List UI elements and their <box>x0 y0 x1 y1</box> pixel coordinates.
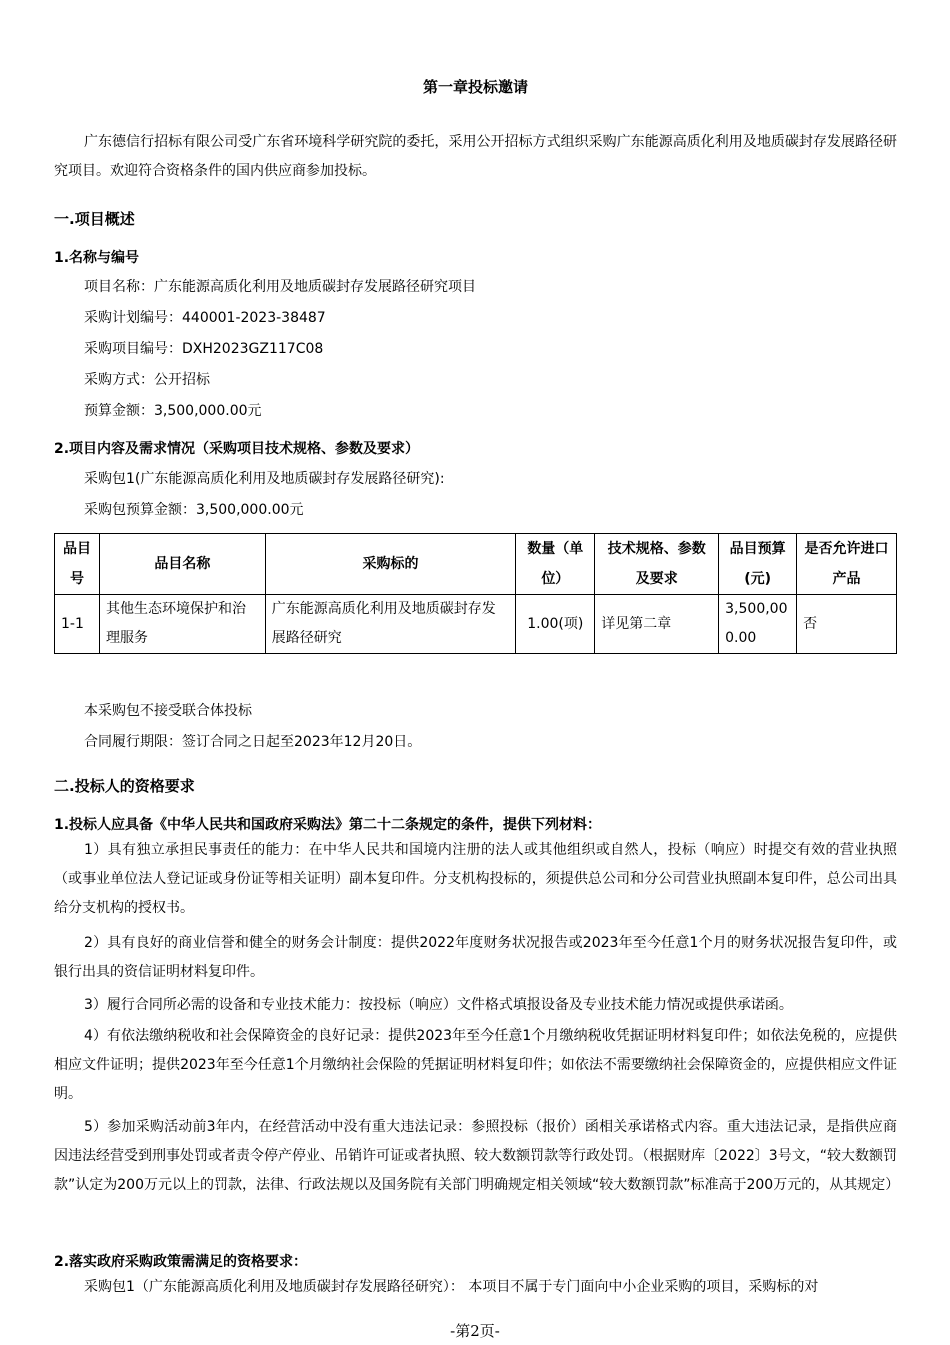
project-number: 采购项目编号：DXH2023GZ117C08 <box>84 341 324 357</box>
header-import: 是否允许进口产品 <box>797 534 897 595</box>
package-budget: 采购包预算金额：3,500,000.00元 <box>84 502 304 518</box>
intro-paragraph: 广东德信行招标有限公司受广东省环境科学研究院的委托，采用公开招标方式组织采购广东能源高质化利用及地质碳封存发展路径研究项目。欢迎符合资格条件的国内供应商参加投标。 <box>54 134 897 179</box>
consortium-note: 本采购包不接受联合体投标 <box>84 703 252 719</box>
policy-requirement-text: 采购包1（广东能源高质化利用及地质碳封存发展路径研究）： 本项目不属于专门面向中小企业采购的项目，采购标的对 <box>84 1279 819 1295</box>
section2-heading: 二.投标人的资格要求 <box>54 777 195 795</box>
header-quantity: 数量（单位） <box>516 534 595 595</box>
table-header-row <box>55 534 897 595</box>
plan-number: 采购计划编号：440001-2023-38487 <box>84 310 326 326</box>
requirement-item-3: 3）履行合同所必需的设备和专业技术能力：按投标（响应）文件格式填报设备及专业技术能力情况或提供承诺函。 <box>84 997 793 1013</box>
header-budget: 品目预算(元) <box>719 534 797 595</box>
section2-sub1-heading: 1.投标人应具备《中华人民共和国政府采购法》第二十二条规定的条件，提供下列材料： <box>54 817 602 833</box>
section1-sub1-heading: 1.名称与编号 <box>54 250 140 266</box>
cell-quantity: 1.00(项) <box>516 595 595 654</box>
header-spec: 技术规格、参数及要求 <box>595 534 719 595</box>
requirement-item-1: 1）具有独立承担民事责任的能力：在中华人民共和国境内注册的法人或其他组织或自然人，投标（响应）时提交有效的营业执照（或事业单位法人登记证或身份证等相关证明）副本复印件。分支机构投标的，须提供总公司和分公司营业执照副本复印件，总公司出具给分支机构的授权书。 <box>54 842 897 916</box>
requirement-item-5: 5）参加采购活动前3年内，在经营活动中没有重大违法记录：参照投标（报价）函相关承诺格式内容。重大违法记录，是指供应商因违法经营受到刑事处罚或者责令停产停业、吊销许可证或者执照、较大数额罚款等行政处罚。（根据财库〔2022〕3号文，“较大数额罚款”认定为200万元以上的罚款，法律、行政法规以及国务院有关部门明确规定相关领域“较大数额罚款”标准高于200万元的，从其规定） <box>54 1119 900 1193</box>
contract-period: 合同履行期限：签订合同之日起至2023年12月20日。 <box>84 734 422 750</box>
cell-budget: 3,500,000.00 <box>719 595 797 654</box>
cell-spec: 详见第二章 <box>595 595 719 654</box>
project-name: 项目名称：广东能源高质化利用及地质碳封存发展路径研究项目 <box>84 279 476 295</box>
header-item-no: 品目号 <box>55 534 100 595</box>
table-row <box>55 595 897 654</box>
chapter-title: 第一章投标邀请 <box>422 78 528 96</box>
cell-item-name: 其他生态环境保护和治理服务 <box>99 595 265 654</box>
package-description: 采购包1(广东能源高质化利用及地质碳封存发展路径研究): <box>84 471 445 487</box>
section1-sub2-heading: 2.项目内容及需求情况（采购项目技术规格、参数及要求） <box>54 441 420 457</box>
requirement-item-2: 2）具有良好的商业信誉和健全的财务会计制度：提供2022年度财务状况报告或2023年至今任意1个月的财务状况报告复印件，或银行出具的资信证明材料复印件。 <box>54 935 897 980</box>
items-table <box>54 533 897 654</box>
cell-target: 广东能源高质化利用及地质碳封存发展路径研究 <box>265 595 516 654</box>
cell-item-no: 1-1 <box>55 595 100 654</box>
cell-import: 否 <box>797 595 897 654</box>
section1-heading: 一.项目概述 <box>54 210 135 228</box>
procurement-method: 采购方式：公开招标 <box>84 372 210 388</box>
page-number: -第2页- <box>450 1322 500 1340</box>
requirement-item-4: 4）有依法缴纳税收和社会保障资金的良好记录：提供2023年至今任意1个月缴纳税收凭据证明材料复印件；如依法免税的，应提供相应文件证明；提供2023年至今任意1个月缴纳社会保险的凭据证明材料复印件；如依法不需要缴纳社会保障资金的，应提供相应文件证明。 <box>54 1028 897 1102</box>
header-target: 采购标的 <box>265 534 516 595</box>
section2-sub2-heading: 2.落实政府采购政策需满足的资格要求： <box>54 1254 308 1270</box>
header-item-name: 品目名称 <box>99 534 265 595</box>
budget-amount: 预算金额：3,500,000.00元 <box>84 403 262 419</box>
